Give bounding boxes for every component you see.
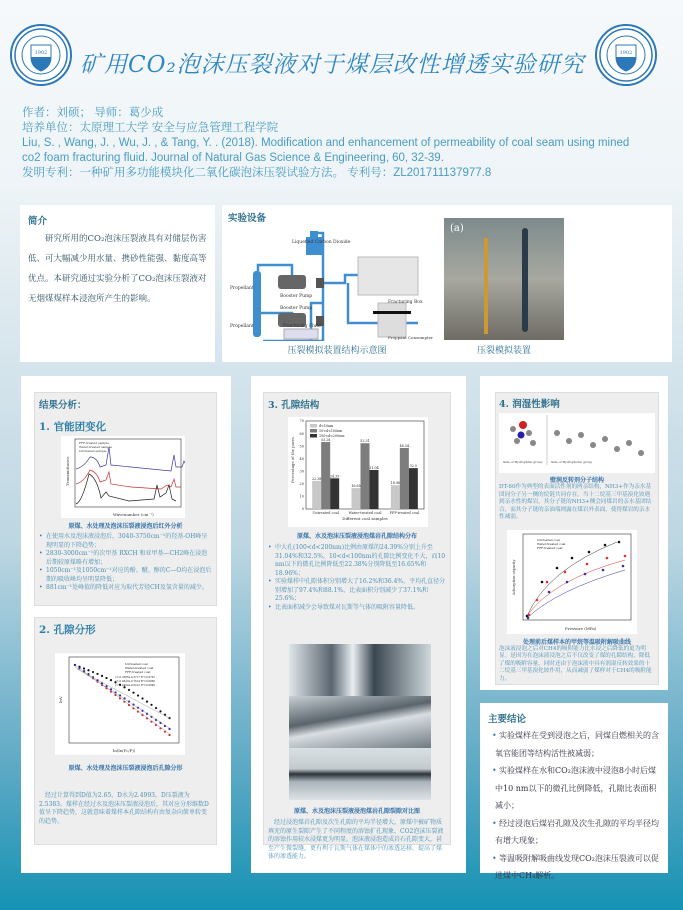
fractal-point — [146, 701, 148, 703]
photo-text: 经过浸泡煤岩孔隙及次生孔隙的平均半径增大。原煤中被矿物质填充的原生裂隙产生了不同程度的溶蚀扩孔现象，CO2泡沫压裂液的溶蚀作用较水浸煤更为明显。泡沫液浸泡造成岩石孔隙变大，甚至产生微裂缝，更有利于瓦斯气体在煤体中的渗透运移，提高了煤体的渗透能力。 — [268, 819, 444, 860]
wetting-panel — [495, 392, 659, 685]
bar-ytick: 50 — [299, 444, 304, 449]
ftir-legend-1: FFF-treated sample — [79, 441, 110, 445]
conclusion-item: • 实验煤样在水和CO₂泡沫液中浸泡8小时后煤中10 nm以下的微孔比例降低，孔隙比表面积减小； — [488, 762, 660, 815]
s2-caption: 原煤、水处理及泡沫压裂液浸泡后孔隙分形 — [68, 765, 183, 772]
photo-untreated — [289, 644, 431, 696]
bar-value-label: 53.28 — [320, 438, 331, 443]
label-proppant: Proppant Consumpter — [388, 335, 433, 340]
bar — [330, 478, 339, 509]
bar-xlabel: Different coal samples — [342, 516, 388, 521]
fractal-legend-2: Water-treated coal — [125, 666, 154, 670]
s2-title: 2. 孔隙分形 — [39, 624, 96, 636]
unit-line: 培养单位：太原理工大学 安全与应急管理工程学院 — [22, 122, 279, 134]
bar-value-label: 32.5 — [409, 464, 418, 469]
fractal-xlabel: ln(ln(P₀/P)) — [113, 748, 136, 753]
wetting-title: 4. 润湿性影响 — [499, 399, 560, 410]
bar-legend-label: d<10nm — [319, 424, 334, 428]
ads-caption: 处理前后煤样本的甲烷等温吸附解吸曲线 — [522, 638, 631, 646]
mol-left-label: Side of Hydrophilic group — [503, 460, 543, 464]
svg-text:1902: 1902 — [34, 50, 48, 56]
fractal-point — [141, 697, 143, 699]
ads-legend-3: FFF-treated coal — [537, 545, 563, 550]
author-info — [22, 106, 642, 181]
bar-value-label: 52.31 — [360, 439, 370, 444]
adsorption-chart — [507, 530, 637, 634]
pore-bar-chart — [288, 417, 428, 527]
photo-caption: 压裂模拟装置 — [476, 346, 531, 356]
pore-bullet: • 中大孔(100<d<200nm)比例由原煤的24.39%分别上升至31.04%和32.5%，10<d<100nm的孔隙比例变化不大，而10 nm以下的微孔比例降低至22.38%分别降低至16.65%和18.96%； — [268, 544, 446, 578]
fractal-point — [96, 673, 98, 675]
author-line: 作者：刘硕； 导师：葛少成 — [22, 107, 164, 119]
pore-caption: 原煤、水及泡沫压裂液浸泡煤岩孔隙结构分布 — [296, 533, 417, 540]
ftir-legend-3: Untreated sample — [79, 449, 107, 453]
s1-bullet: • 2830-3000cm⁻¹的次甲基 RXCH 和亚甲基—CH2峰在浸泡后期较原煤略有增加； — [39, 550, 212, 567]
s1-caption: 原煤、水处理及泡沫压裂液浸泡后红外分析 — [68, 523, 183, 530]
s1-bullet: • 在使用水及泡沫液浸泡后，3040-3750cm⁻¹的羟基-OH峰呈现明显的下降趋势； — [39, 533, 212, 550]
mol-text: DT-60作为典型的表面活性剂的两亲结构，NH3+作为亲水基团同分子另一侧的烷链共同存在。当十二烷基三甲基溴化铵遇到亲水性的煤岩，其分子链的NH3+侧会同煤岩的亲水基团结合，而其分子链的亲油端则露在煤岩外表面，使得煤岩的亲水性减弱。 — [499, 484, 652, 520]
fractal-chart — [55, 653, 185, 755]
bar-ytick: 0 — [301, 507, 304, 512]
bar — [352, 488, 361, 509]
conclusion-section — [480, 703, 668, 880]
ftir-legend-2: Water-treated sample — [79, 445, 112, 449]
bar-ytick: 70 — [299, 419, 304, 424]
equipment-heading: 实验设备 — [228, 213, 267, 224]
bar — [391, 485, 400, 509]
bar-ylabel: Percentage of the pores — [290, 437, 295, 483]
fractal-fit-2: y=-0.4620x-0.7614 R²=0.9860 — [115, 680, 156, 683]
patent-line: 发明专利：一种矿用多功能模块化二氧化碳泡沫压裂试验方法。 专利号：ZL201711137977.8 — [22, 167, 492, 179]
fractal-fit-3: y=-0.4464x-0.6212 R²=0.9846 — [115, 684, 156, 687]
university-logo-left — [10, 24, 72, 86]
fractal-point — [105, 677, 107, 679]
label-fracturing-fluid: Fracturing Fluid — [283, 324, 321, 329]
s1-bullet: • 1050cm⁻¹及1050cm⁻¹对应的酚、醚、醇的C—O均在浸泡后期的吸收峰均呈明显降低； — [39, 567, 212, 584]
conclusion-item: • 等温吸附解吸曲线发现CO₂泡沫压裂液可以促进煤中CH₄解析。 — [488, 850, 660, 885]
intro-text: 研究所用的CO₂泡沫压裂液具有对储层伤害低、可大幅减少用水量、携砂性能强、黏度高等优点。本研究通过实验分析了CO₂泡沫压裂液对无烟煤煤样本浸泡所产生的影响。 — [28, 234, 207, 304]
pore-photos — [289, 644, 431, 800]
bar — [400, 448, 409, 509]
ftir-xlabel: Wavenumber (cm⁻¹) — [113, 512, 154, 517]
label-fracturing-box: Fracturing Box — [388, 300, 423, 305]
bar-category-label: FFF-treated coal — [389, 511, 420, 515]
pore-bullet: • 比表面积减少会导致煤对瓦斯等气体的吸附容量降低。 — [268, 604, 446, 613]
fractal-point — [159, 710, 161, 712]
diagram-caption: 压裂模拟装置结构示意图 — [287, 346, 387, 356]
fractal-point — [132, 692, 134, 694]
fractal-point — [92, 671, 94, 673]
bar — [409, 468, 418, 509]
ads-legend-2: Water-treated coal — [537, 541, 566, 546]
fractal-point — [155, 707, 157, 709]
pore-panel — [263, 392, 451, 860]
equipment-photo — [444, 218, 564, 340]
bar-value-label: 18.96 — [390, 481, 401, 486]
ftir-chart — [61, 436, 185, 518]
label-propellant-2: Propellant — [230, 324, 254, 329]
intro-heading: 简介 — [28, 216, 48, 227]
bar-value-label: 16.65 — [351, 484, 361, 489]
bar-ytick: 30 — [299, 469, 304, 474]
results-heading: 结果分析： — [39, 400, 87, 411]
conclusion-item: • 实验煤样在受到浸泡之后，同煤自燃相关的含氧官能团等结构活性被减弱； — [488, 727, 660, 762]
label-propellant-1: Propellant — [230, 286, 254, 291]
label-booster-pump-1: Booster Pump — [280, 294, 313, 299]
bar-legend-label: 10<d<100nm — [319, 429, 343, 433]
fractal-point — [105, 685, 107, 687]
bar-category-label: Water-treated coal — [348, 511, 382, 515]
pore-column — [251, 376, 466, 873]
molecule-figure — [499, 413, 655, 473]
ftir-ylabel: Transmittance — [65, 456, 70, 486]
conclusion-item: • 经过浸泡后煤岩孔隙及次生孔隙的平均半径均有增大现象； — [488, 815, 660, 850]
photo-label: (a) — [450, 223, 464, 234]
bar — [361, 443, 370, 509]
bar-value-label: 22.38 — [311, 476, 322, 481]
mol-right-label: Side of Hydrophobic group — [551, 460, 593, 464]
fractal-point — [110, 679, 112, 681]
fractal-point — [87, 669, 89, 671]
wetting-column — [480, 376, 668, 690]
bar-category-label: Untreated coal — [312, 511, 339, 515]
fractal-point — [137, 694, 139, 696]
fractal-point — [128, 689, 130, 691]
pore-title: 3. 孔隙结构 — [268, 400, 320, 411]
bar-legend-swatch — [310, 429, 317, 433]
bar-value-label: 48.54 — [399, 443, 410, 448]
bar-value-label: 31.04 — [369, 465, 379, 470]
bar-ytick: 60 — [299, 431, 304, 436]
fractal-point — [150, 704, 152, 706]
pore-bullet: • 实验煤样中孔隙体积分别增大了16.2%和36.4%，平均孔直径分别增加了97.4%和88.1%，比表面积分别减少了37.1%和25.6%； — [268, 578, 446, 604]
fractal-point — [101, 675, 103, 677]
label-co2: Liquefied Carbon Dioxide — [292, 240, 351, 245]
fractal-legend-3: FFF-treated coal — [125, 670, 151, 674]
gas-cylinder — [522, 228, 528, 332]
equipment-section — [222, 205, 672, 362]
bar-legend-swatch — [310, 424, 317, 428]
ads-ylabel: Adsorption capacity — [512, 559, 516, 595]
bar-legend-label: 100<d<200nm — [319, 434, 345, 438]
bar-ytick: 20 — [299, 482, 304, 487]
photo-fff — [289, 748, 431, 800]
fractal-panel — [34, 617, 217, 845]
bar — [321, 442, 330, 509]
mol-caption: 壁润反转剂分子结构 — [549, 477, 604, 484]
bar-ytick: 40 — [299, 456, 304, 461]
s2-text: 经过计算得到D值为2.65、D水为2.4993，D压裂液为2.5383。煤样在经过水及泡沫压裂液浸泡后，其对应分形维数D值呈下降趋势，这就意味着煤样本孔隙结构有由复杂向简单转变的趋势。 — [39, 792, 209, 825]
ads-text: 泡沫液浸泡之后对CH4的吸附能力比水浸之后降低的更为明显。是因为在泡沫液浸泡之后不仅改变了煤的孔隙结构，降低了煤的吸附容量，同时还由于泡沫液中具有润湿反转效果的十二烷基三甲基溴化铵作用，从而减弱了煤样对于CH4的吸附能力。 — [499, 645, 652, 682]
s1-title: 1. 官能团变化 — [39, 421, 107, 433]
functional-group-panel — [34, 392, 217, 606]
lift-frame — [484, 238, 488, 334]
photo-caption: 原煤、水及泡沫压裂液浸泡煤岩孔隙裂隙对比图 — [293, 808, 420, 815]
svg-text:1902: 1902 — [619, 50, 633, 56]
bar-ytick: 10 — [299, 494, 304, 499]
intro-section — [20, 205, 215, 362]
poster-title: 矿用CO₂泡沫压裂液对于煤层改性增透实验研究 — [80, 52, 585, 78]
bar — [312, 481, 321, 509]
label-booster-pump-2: Booster Pump — [280, 306, 313, 311]
conclusion-heading: 主要结论 — [488, 714, 527, 725]
s1-bullet: • 881cm⁻¹处峰值的降低对应为取代芳烃CH及氢含量的减少。 — [39, 584, 212, 593]
fractal-point — [83, 667, 85, 669]
ads-legend-1: Untreated coal — [537, 537, 560, 542]
bar-value-label: 24.39 — [329, 474, 340, 479]
fractal-point — [164, 731, 166, 733]
fractal-legend-1: Untreated coal — [125, 662, 148, 666]
citation: Liu, S. , Wang, J. , Wu, J. , & Tang, Y. . (2018). Modification and enhancement of permeability of coal seam using mined co2 foam fracturing fluid. Journal of Natural Gas Science & Engineering, 60, 32-39. — [22, 137, 630, 164]
ftir-series-water — [76, 470, 181, 489]
fractal-fit-1: y=-0.3386x-0.3717 R²=0.9797 — [115, 676, 156, 679]
fractal-ylabel: lnV — [58, 696, 63, 703]
photo-water — [289, 696, 431, 748]
bar — [370, 470, 379, 509]
results-column — [21, 376, 231, 873]
university-logo-right — [595, 24, 657, 86]
fracturing-diagram — [228, 223, 433, 341]
bar-legend-swatch — [310, 434, 317, 438]
ads-xlabel: Pressure (MPa) — [565, 625, 597, 631]
